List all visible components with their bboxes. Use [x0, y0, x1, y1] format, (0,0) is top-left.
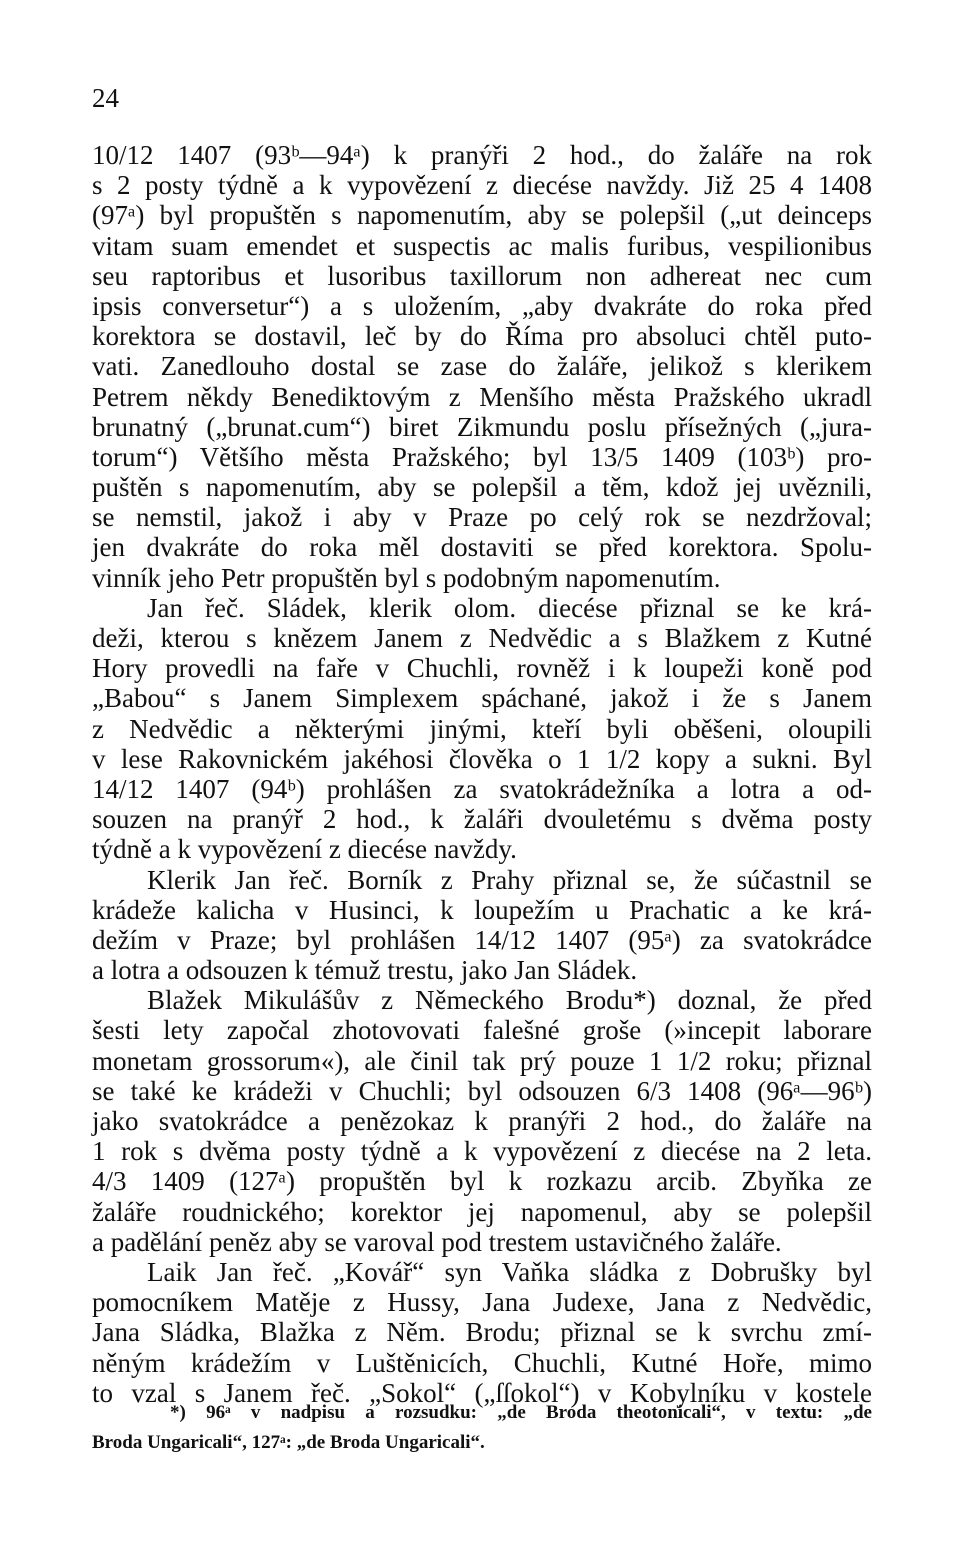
text-line: ipsis conversetur“) a s uložením, „aby dvakráte do roka před	[92, 290, 872, 321]
text-line: a padělání peněz aby se varoval pod trestem ustavičného žaláře.	[92, 1226, 782, 1257]
footnote	[92, 1398, 872, 1458]
text-line: puštěn s napomenutím, aby se polepšil a těm, kdož jej uvěznili,	[92, 472, 872, 503]
text-line: Petrem někdy Benediktovým z Menšího města Pražského ukradl	[92, 381, 872, 412]
text-line: jako svatokrádce a penězokaz k pranýři 2 hod., do žaláře na	[92, 1106, 872, 1136]
text-line: se nemstil, jakož i aby v Praze po celý rok se nezdržoval;	[92, 502, 872, 533]
text-line: Laik Jan řeč. „Kovář“ syn Vaňka sládka z Dobrušky byl	[147, 1256, 872, 1287]
text-line: a lotra a odsouzen k témuž trestu, jako Jan Sládek.	[92, 955, 638, 986]
text-line: vati. Zanedlouho dostal se zase do žaláře, jelikož s klerikem	[92, 351, 872, 382]
text-line: šesti lety započal zhotovovati falešné groše (»incepit laborare	[92, 1015, 872, 1046]
text-line: monetam grossorum«), ale činil tak prý pouze 1 1/2 roku; přiznal	[92, 1045, 872, 1076]
text-line: 4/3 1409 (127ᵃ) propuštěn byl k rozkazu arcib. Zbyňka ze	[92, 1166, 872, 1197]
text-line: vinník jeho Petr propuštěn byl s podobným napomenutím.	[92, 562, 721, 593]
text-line: seu raptoribus et lusoribus taxillorum non adhereat nec cum	[92, 260, 872, 291]
text-line: deži, kterou s knězem Janem z Nedvědic a s Blažkem z Kutné	[92, 623, 872, 653]
text-line: brunatný („brunat.cum“) biret Zikmundu poslu přísežných („jura-	[92, 411, 872, 442]
text-line: žaláře roudnického; korektor jej napomenul, aby se polepšil	[92, 1196, 872, 1227]
text-line: z Nedvědic a některými jinými, kteří byli oběšeni, oloupili	[92, 713, 872, 744]
text-line: pomocníkem Matěje z Hussy, Jana Judexe, Jana z Nedvědic,	[92, 1287, 872, 1318]
body-text	[92, 140, 872, 1408]
text-line: v lese Rakovnickém jakéhosi člověka o 1 1/2 kopy a sukni. Byl	[92, 743, 872, 774]
text-line: dežím v Praze; byl prohlášen 14/12 1407 (95ᵃ) za svatokrádce	[92, 924, 872, 955]
text-line: Hory provedli na faře v Chuchli, rovněž i k loupeži koně pod	[92, 653, 872, 684]
text-line: 1 rok s dvěma posty týdně a k vypovězení z diecése na 2 leta.	[92, 1136, 872, 1167]
text-line: Jana Sládka, Blažka z Něm. Brodu; přiznal se k svrchu zmí-	[92, 1317, 872, 1348]
footnote-line: Broda Ungaricali“, 127ᵃ: „de Broda Ungaricali“.	[92, 1432, 485, 1453]
text-line: Klerik Jan řeč. Borník z Prahy přiznal se, že súčastnil se	[147, 864, 872, 895]
text-line: korektora se dostavil, leč by do Říma pro absoluci chtěl puto-	[92, 321, 872, 352]
text-line: Jan řeč. Sládek, klerik olom. diecése přiznal se ke krá-	[147, 592, 872, 623]
text-line: 14/12 1407 (94ᵇ) prohlášen za svatokrádežníka a lotra a od-	[92, 773, 872, 804]
text-line: „Babou“ s Janem Simplexem spáchané, jakož i že s Janem	[92, 683, 872, 714]
text-line: s 2 posty týdně a k vypovězení z diecése navždy. Již 25 4 1408	[92, 170, 872, 201]
text-line: (97ᵃ) byl propuštěn s napomenutím, aby se polepšil („ut deinceps	[92, 200, 872, 231]
text-line: souzen na pranýř 2 hod., k žaláři dvouletému s dvěma posty	[92, 804, 872, 835]
text-line: týdně a k vypovězení z diecése navždy.	[92, 834, 517, 865]
text-line: 10/12 1407 (93ᵇ—94ᵃ) k pranýři 2 hod., do žaláře na rok	[92, 140, 872, 170]
text-line: torum“) Většího města Pražského; byl 13/5 1409 (103ᵇ) pro-	[92, 441, 872, 472]
footnote-line: *) 96ᵃ v nadpisu a rozsudku: „de Broda theotonicali“, v textu: „de	[170, 1402, 872, 1423]
text-line: se také ke krádeži v Chuchli; byl odsouzen 6/3 1408 (96ᵃ—96ᵇ)	[92, 1075, 872, 1106]
text-line: něným krádežím v Luštěnicích, Chuchli, Kutné Hoře, mimo	[92, 1347, 872, 1378]
text-line: vitam suam emendet et suspectis ac malis furibus, vespilionibus	[92, 230, 872, 261]
text-line: jen dvakráte do roka měl dostaviti se před korektora. Spolu-	[92, 532, 872, 563]
text-line: krádeže kalicha v Husinci, k loupežím u Prachatic a ke krá-	[92, 894, 872, 925]
page-number: 24	[92, 83, 119, 113]
text-line: Blažek Mikulášův z Německého Brodu*) doznal, že před	[147, 985, 872, 1016]
text-line: to vzal s Janem řeč. „Sokol“ („ſſokol“) v Kobylníku v kostele	[92, 1377, 872, 1408]
